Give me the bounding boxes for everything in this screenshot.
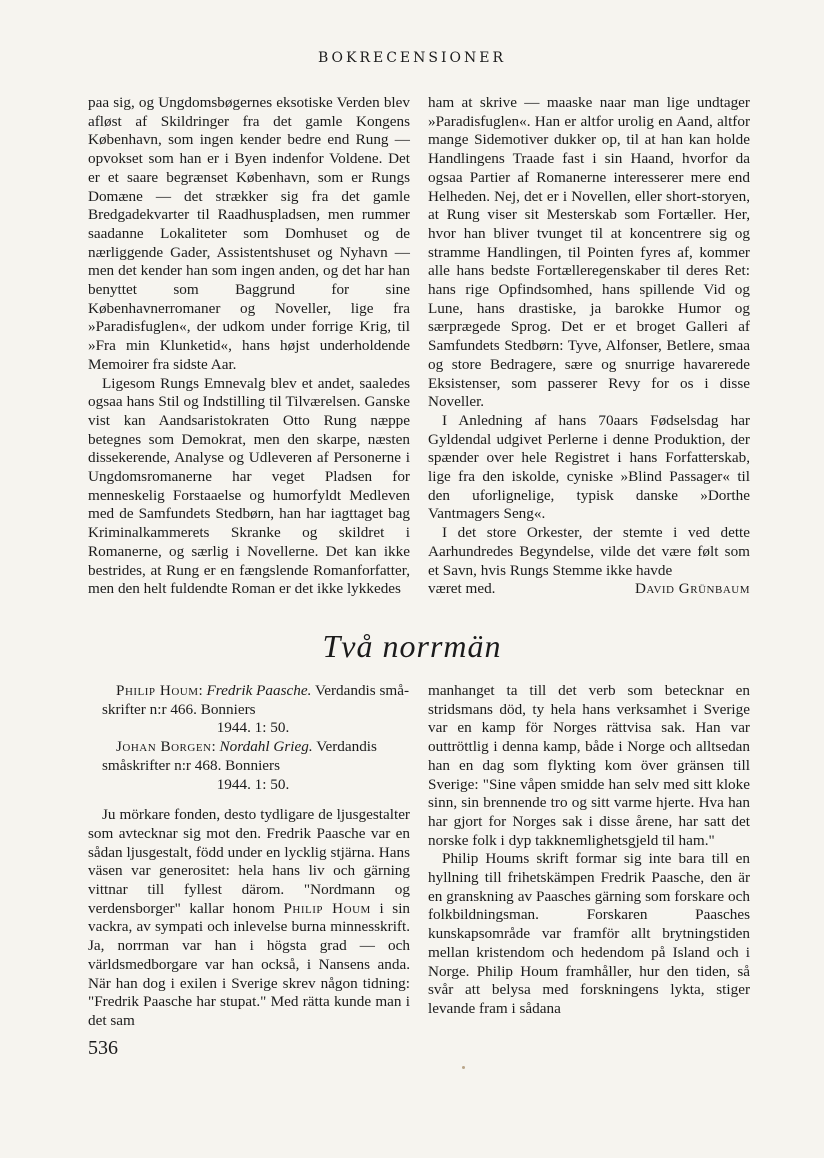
author-name: Philip Houm	[283, 899, 371, 917]
bib-author: Philip Houm	[116, 682, 199, 699]
bib-title: Nordahl Grieg.	[219, 738, 313, 756]
paper-speck	[462, 1066, 465, 1069]
review1-column-left	[88, 94, 410, 599]
paragraph: manhanget ta till det verb som betecknar en stridsmans död, ty hela hans verksamhet i Sverige var en kamp för Norges rättvisa sak. Han var outtröttlig i denna kamp, både i Norge och alltsedan han en dag som flykting kom över gränsen till Sverige: "Sine våpen smidde han selv med sitt kloke sinn, sin brennende tro og sitt varme hjerte. Hva han har gjort for Norges sak i disse årene, har satt det norske folk i dyp takknemlighetsgjeld til ham."	[428, 682, 750, 849]
page-number: 536	[88, 1037, 118, 1059]
bibliography-entry: Philip Houm: Fredrik Paasche. Verdandis småskrifter n:r 466. Bonniers 1944. 1: 50.	[102, 682, 409, 737]
review1-column-right	[428, 94, 750, 599]
bib-year: 1944. 1: 50.	[216, 719, 290, 737]
bib-year: 1944. 1: 50.	[216, 775, 290, 793]
paragraph: Philip Houms skrift formar sig inte bara till en hyllning till frihetskämpen Fredrik Paasche, den är en granskning av Paasches gärning som forskare och folkbildningsman. Forskaren Paasches kunskapsområde var framför allt brytningstiden mellan kristendom och hedendom på Island och i Norge. Philip Houm framhåller, hur den tiden, så svår att belysa med forskningens lykta, stiger levande fram i sådana	[428, 850, 750, 1017]
paragraph: I det store Orkester, der stemte i ved dette Aarhundredes Begyndelse, vilde det være følt som et Savn, hvis Rungs Stemme ikke havde	[428, 524, 750, 579]
reviewer-signature: David Grünbaum	[634, 580, 750, 598]
bib-title: Fredrik Paasche.	[206, 682, 312, 699]
paragraph: Ligesom Rungs Emnevalg blev et andet, saaledes ogsaa hans Stil og Indstilling til Tilværelsen. Ganske vist kan Aandsaristokraten Otto Rung næppe betegnes som Demokrat, men den skarpe, næsten dissekerende, Analyse og Udleveren af Personerne i Ungdomsromanerne har veget Pladsen for menneskelig Forstaaelse og humorfyldt Medleven med de Samfundets Stedbørn, han har iagttaget bag Kriminalkammerets Skranke og skildret i Romanerne, og særlig i Novellerne. Det kan ikke bestrides, at Rung er en fængslende Romanforfatter, men den helt fuldendte Roman er det ikke lykkedes	[88, 374, 410, 598]
bib-publisher: Verdandis småskrifter n:r 468. Bonniers	[102, 738, 377, 774]
bib-publisher: Verdandis småskrifter n:r 466. Bonniers	[102, 682, 409, 718]
paragraph	[88, 806, 410, 1030]
paragraph-text: i sin vackra, av sympati och inlevelse burna minnesskrift. Ja, norrman var han i högsta grad — och världsmedborgare var han också, i Nansens anda. När han dog i exilen i Sverige skrev någon tidning: "Fredrik Paasche har stupat." Med rätta kunde man i det sam	[88, 899, 411, 1029]
bib-author: Johan Borgen	[116, 738, 212, 756]
paragraph: ham at skrive — maaske naar man lige undtager »Paradisfuglen«. Han er altfor urolig en Aand, altfor mange Sidemotiver dukker op, til at han kan holde Handlingens Traade fast i sin Haand, hvorfor da ogsaa Partier af Romanerne interesserer mere end Helheden. Nej, det er i Novellen, eller short-storyen, at Rung viser sit Mesterskab som Fortæller. Her, hvor han bliver tvunget til at koncentrere sig og stramme Handlingen, til Pointen fyres af, kommer alle hans bedste Fortælleregenskaber til deres Ret: hans rige Opfindsomhed, hans spillende Vid og Lune, hans drastiske, ja barokke Humor og særprægede Sprog. Det er et broget Galleri af Samfundets Stedbørn: Tyve, Alfonser, Betlere, smaa og store Bedragere, sære og snurrige havarerede Eksistenser, som passerer Revy for os i disse Noveller.	[428, 94, 750, 411]
bibliography-entry: Johan Borgen: Nordahl Grieg. Verdandis småskrifter n:r 468. Bonniers 1944. 1: 50.	[88, 738, 410, 794]
paragraph: I Anledning af hans 70aars Fødselsdag har Gyldendal udgivet Perlerne i denne Produktion, der spænder over hele Registret i hans Forfatterskab, lige fra den iskolde, cyniske »Blind Passager« til den uforlignelige, typisk danske »Dorthe Vantmagers Seng«.	[428, 411, 750, 523]
signature-line	[428, 580, 750, 599]
paragraph-text: Ju mörkare fonden, desto tydligare de ljusgestalter som avtecknar sig mot den. Fredrik Paasche var en sådan ljusgestalt, född under en lycklig stjärna. Hans väsen var generositet: hela hans liv och gärning vittnar till fyllest därom. "Nordmann og verdensborger" kallar honom	[88, 806, 410, 917]
review2-column-left	[88, 682, 410, 1031]
review2-column-right	[428, 682, 750, 1019]
paragraph: paa sig, og Ungdomsbøgernes eksotiske Verden blev afløst af Skildringer fra det gamle Kongens København, som ingen kender bedre end Rung — opvokset som han er i Byen indenfor Voldene. Det er et saare begrænset København, som er Rungs Domæne — det strækker sig fra det gamle Bredgadekvarter til Raadhuspladsen, men rummer saadanne Lokaliteter som Domhuset og de nærliggende Gader, Assistentshuset og Nyhavn — men det kender han som ingen anden, og det har han benyttet som Baggrund for sine Københavnerromaner og Noveller, lige fra »Paradisfuglen«, der udkom under forrige Krig, til »Fra min Klunketid«, hans højst underholdende Memoirer fra sidste Aar.	[88, 94, 410, 373]
review-title: Två norrmän	[322, 628, 502, 664]
closing-text: været med.	[428, 580, 496, 598]
running-head: BOKRECENSIONER	[317, 50, 507, 66]
